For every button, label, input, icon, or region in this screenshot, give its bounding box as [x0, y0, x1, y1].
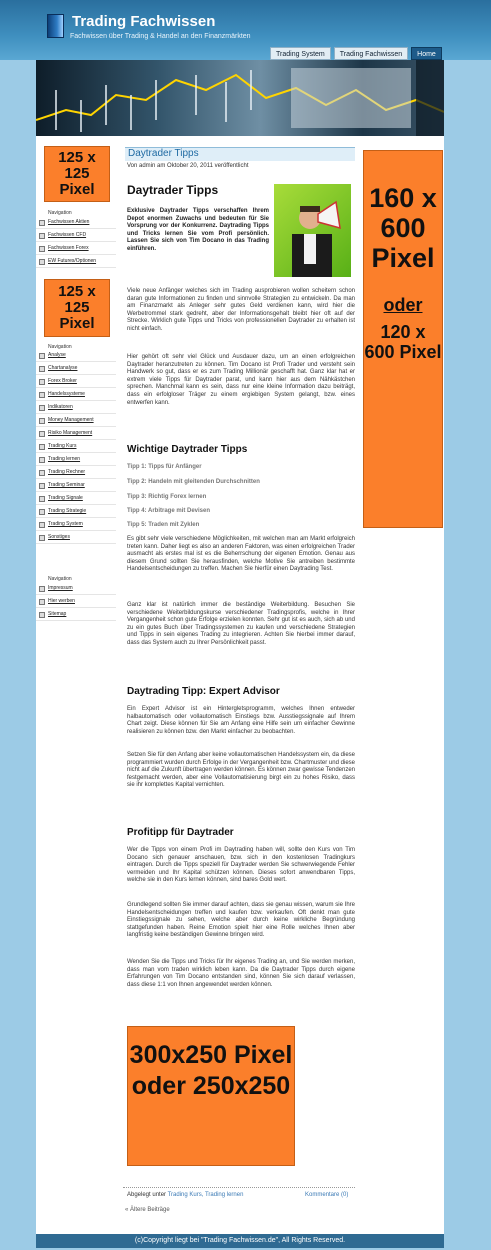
tip-item: Tipp 1: Tipps für Anfänger [127, 464, 202, 470]
post-footer-divider [123, 1187, 355, 1188]
ad-right-big-text: 160 x 600 Pixel [369, 183, 437, 273]
sidebar-heading-1: Navigation [48, 210, 72, 216]
paragraph-3: Es gibt sehr viele verschiedene Möglichkeiten, mit welchen man am Markt erfolgreich treten kann. Daher liegt es also an anderen Faktoren, was einen erfolgreichen Trader ausmacht als erstes mal ist es die Beherrschung der eigenen Emotion. Genau aus diesem Grund sollten Sie herausfinden, welche Motive Sie antreiben bestimmte Handelsentscheidungen zu treffen. Machen Sie hierfür einen Daytrading Test. [127, 536, 355, 573]
paragraph-5: Ein Expert Advisor ist ein Hintergletsprogramm, welches Ihnen entweder halbautomatisch oder vollautomatisch Einstiegs bzw. Ausstiegssignale auf Ihrem Chart zeigt. Diese können für Sie am Anfang eine Hilfe sein um einfacher Gewinne realisieren zu können bzw. den Markt einfacher zu beobachten. [127, 706, 355, 735]
sidebar-item[interactable]: EW Futures/Optionen [36, 255, 116, 268]
sidebar-item[interactable]: Hier werben [36, 595, 116, 608]
sidebar-item[interactable]: Trading Seminar [36, 479, 116, 492]
post-heading: Daytrader Tipps [127, 183, 219, 197]
intro-paragraph: Exklusive Daytrader Tipps verschaffen Ihrem Depot enormen Zuwachs und bedeuten für Sie Vorsprung vor der Konkurrenz. Daytrading Tipps und Tricks lernen Sie vom Profi persönlich. Lassen Sie sich von Tim Docano in das Trading einführen. [127, 208, 269, 252]
chart-banner-graphic [36, 60, 444, 136]
sidebar-item[interactable]: Trading Rechner [36, 466, 116, 479]
sidebar-item[interactable]: Sitemap [36, 608, 116, 621]
heading-tips: Wichtige Daytrader Tipps [127, 444, 248, 455]
nav-trading-system[interactable]: Trading System [270, 47, 331, 60]
heading-expert-advisor: Daytrading Tipp: Expert Advisor [127, 686, 280, 697]
nav-trading-fachwissen[interactable]: Trading Fachwissen [334, 47, 408, 60]
tip-item: Tipp 4: Arbitrage mit Devisen [127, 508, 211, 514]
sidebar-heading-2: Navigation [48, 344, 72, 350]
filed-under-label: Abgelegt unter [127, 1192, 167, 1198]
tip-item: Tipp 2: Handeln mit gleitenden Durchschnitten [127, 479, 260, 485]
older-posts-link[interactable]: « Ältere Beiträge [125, 1207, 170, 1213]
tip-item: Tipp 3: Richtig Forex lernen [127, 494, 207, 500]
ad-300x250[interactable]: 300x250 Pixel oder 250x250 [127, 1026, 295, 1166]
paragraph-7: Wer die Tipps von einem Profi im Daytrading haben will, sollte den Kurs von Tim Docano sich genauer anschauen, bzw. sich in den kostenlosen Tradingkurs eintragen. Durch die Tipps speziell für Daytrader werden Sie schwerwiegende Fehler vermeiden und Ihr Kapital schützen können. Dieses sofort anwendbaren Tipps, welche sie in den Kurs lernen können, sind bares Gold wert. [127, 847, 355, 884]
heading-profitipp: Profitipp für Daytrader [127, 827, 234, 838]
tip-item: Tipp 5: Traden mit Zyklen [127, 522, 200, 528]
site-footer: (c)Copyright liegt bei "Trading Fachwissen.de", All Rights Reserved. [36, 1234, 444, 1248]
comments-link[interactable]: Kommentare (0) [305, 1192, 349, 1198]
sidebar-list-3 [36, 582, 116, 621]
paragraph-8: Grundlegend sollten Sie immer darauf achten, dass sie genau wissen, warum sie Ihre Handelsentscheidungen treffen und kaufen bzw. verkaufen. Oft denkt man gute Einstiegssignale zu sehen, welche aber durch keine wirkliche Begründung stattgefunden haben. Reine Emotion spielt hier eine Rolle welches Ihnen aber langfristig keine beständigen Gewinne bringen wird. [127, 902, 355, 939]
sidebar-item[interactable]: Indikatoren [36, 401, 116, 414]
site-tagline: Fachwissen über Trading & Handel an den Finanzmärkten [70, 33, 251, 40]
sidebar-list-2 [36, 349, 116, 544]
sidebar-item[interactable]: Risiko Management [36, 427, 116, 440]
sidebar-item[interactable]: Handelssysteme [36, 388, 116, 401]
sidebar-item[interactable]: Money Management [36, 414, 116, 427]
sidebar-item[interactable]: Trading lernen [36, 453, 116, 466]
site-header [0, 0, 491, 60]
paragraph-2: Hier gehört oft sehr viel Glück und Ausdauer dazu, um an einen erfolgreichen Daytrader heranzutreten zu können. Tim Docano ist Profi Trader und versteht sein Handwerk so gut, dass er es zum Trading Millionär geschafft hat. Ganz klar hat er extrem viele Tipps für Daytrader parat, und kann hier aus dem Nähkästchen sprechen. Manchmal kann es sein, dass nur eine kleine Information dazu beiträgt, dass ein erfolgloser Träger zu einem ergiebigen System gelangt, bzw. eines entwerfen kann. [127, 354, 355, 406]
paragraph-9: Wenden Sie die Tipps und Tricks für Ihr eigenes Trading an, und Sie werden merken, dass man vom traden wirklich leben kann. Da die Daytrader Tipps durch eigene Erfahrungen von Tim Docano entstanden sind, können Sie sich darauf verlassen, dass diese 1:1 von Ihnen angewendet werden können. [127, 959, 355, 988]
post-categories [127, 1192, 243, 1198]
post-meta: Von admin am Oktober 20, 2011 veröffentlicht [127, 163, 249, 169]
megaphone-man-image [274, 184, 351, 277]
ad-160x600-right[interactable] [363, 150, 443, 528]
paragraph-1: Viele neue Anfänger welches sich im Trading ausprobieren wollen scheitern schon daran gute Informationen zu finden und sinnvolle Strategien zu entwickeln. Da man am Finanzmarkt als Anleger sehr gutes Geld verdienen kann, wird hier die Werbetrommel stark gedreht, aber der Informationsgehalt bleibt hier oft auf der Strecke. Wirklich gute Tipps und Tricks von professionellen Daytrader zu erhalten ist nicht einfach. [127, 288, 355, 332]
category-link-trading-kurs[interactable]: Trading Kurs, [167, 1192, 204, 1198]
sidebar-item[interactable]: Chartanalyse [36, 362, 116, 375]
ad-right-oder-text: oder [383, 295, 423, 315]
ad-right-small-text: 120 x 600 Pixel [364, 322, 442, 362]
sidebar-item[interactable]: Trading System [36, 518, 116, 531]
sidebar-item[interactable]: Forex Broker [36, 375, 116, 388]
sidebar-list-1 [36, 216, 116, 268]
top-navigation [270, 47, 442, 60]
header-banner-image [36, 60, 444, 136]
logo-book-icon[interactable] [47, 14, 64, 38]
sidebar-item[interactable]: Sonstiges [36, 531, 116, 544]
sidebar-item[interactable]: Impressum [36, 582, 116, 595]
sidebar-item[interactable]: Fachwissen Forex [36, 242, 116, 255]
post-title-link[interactable]: Daytrader Tipps [125, 147, 355, 161]
sidebar-item[interactable]: Fachwissen CFD [36, 229, 116, 242]
megaphone-man-graphic [274, 184, 351, 277]
sidebar-item[interactable]: Trading Kurs [36, 440, 116, 453]
ad-125-left-2[interactable]: 125 x 125 Pixel [44, 279, 110, 337]
site-title[interactable]: Trading Fachwissen [72, 13, 216, 30]
paragraph-6: Setzen Sie für den Anfang aber keine vollautomatischen Handelssystem ein, da diese programmiert wurden durch Erfolge in der Vergangenheit bzw. Chartmuster und diese nicht auf die Zukunft übertragen werden können. Es können zwar gewisse Tendenzen festgemacht werden, aber eine Vollautomatisierung birgt ein zu hohes Risiko, dass sie ihr komplettes Kapital vernichten. [127, 752, 355, 789]
sidebar-item[interactable]: Fachwissen Aktien [36, 216, 116, 229]
sidebar-item[interactable]: Trading Signale [36, 492, 116, 505]
ad-125-left-1[interactable]: 125 x 125 Pixel [44, 146, 110, 202]
sidebar-item[interactable]: Analyse [36, 349, 116, 362]
sidebar-heading-3: Navigation [48, 576, 72, 582]
sidebar-item[interactable]: Trading Strategie [36, 505, 116, 518]
nav-home[interactable]: Home [411, 47, 442, 60]
paragraph-4: Ganz klar ist natürlich immer die beständige Weiterbildung. Besuchen Sie verschiedene Weiterbildungskurse verschiedener Tradingsprofis, welche in Ihrer Vergangenheit schon gute Erfolge erzielen konnten. Sehr gut ist es auch, sich ab und zu ein gutes Buch über Tradingssystemen zu kaufen und verschiedene Strategien und Tipps in sein eigenes Trading zu integrieren. Achten Sie hierbei immer darauf, dass das System auch zu Ihrer Persönlichkeit passt. [127, 602, 355, 646]
category-link-trading-lernen[interactable]: Trading lernen [204, 1192, 244, 1198]
